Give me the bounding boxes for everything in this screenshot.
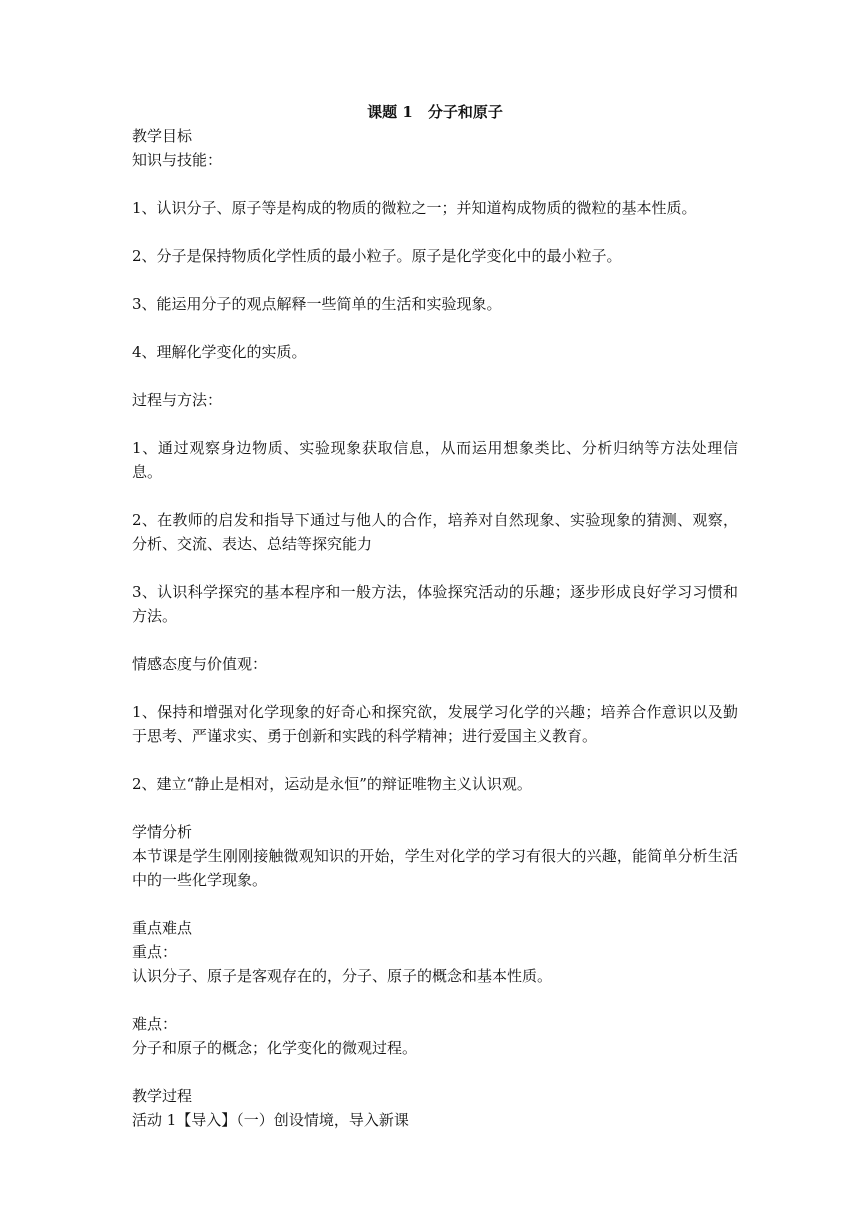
process-item-2: 2、在教师的启发和指导下通过与他人的合作，培养对自然现象、实验现象的猜测、观察，分析、交流、表达、总结等探究能力	[132, 511, 738, 553]
document-page	[132, 100, 738, 1132]
difficult-point-label: 难点：	[132, 1015, 178, 1033]
emotion-values-heading: 情感态度与价值观：	[132, 655, 268, 673]
knowledge-item-3: 3、能运用分子的观点解释一些简单的生活和实验现象。	[132, 295, 502, 313]
document-title: 课题 1 分子和原子	[367, 103, 503, 121]
teaching-goals-heading: 教学目标	[132, 127, 193, 145]
teaching-process-heading: 教学过程	[132, 1087, 193, 1105]
key-points-heading: 重点难点	[132, 919, 193, 937]
knowledge-skills-heading: 知识与技能：	[132, 151, 223, 169]
key-point-text: 认识分子、原子是客观存在的，分子、原子的概念和基本性质。	[132, 967, 553, 985]
process-item-3: 3、认识科学探究的基本程序和一般方法，体验探究活动的乐趣；逐步形成良好学习习惯和方法。	[132, 583, 738, 625]
difficult-point-text: 分子和原子的概念；化学变化的微观过程。	[132, 1039, 418, 1057]
process-item-1: 1、通过观察身边物质、实验现象获取信息，从而运用想象类比、分析归纳等方法处理信息。	[132, 439, 738, 481]
knowledge-item-2: 2、分子是保持物质化学性质的最小粒子。原子是化学变化中的最小粒子。	[132, 247, 622, 265]
emotion-item-1: 1、保持和增强对化学现象的好奇心和探究欲，发展学习化学的兴趣；培养合作意识以及勤于思考、严谨求实、勇于创新和实践的科学精神；进行爱国主义教育。	[132, 703, 738, 745]
emotion-item-2: 2、建立“静止是相对，运动是永恒”的辩证唯物主义认识观。	[132, 775, 532, 793]
activity-1-line: 活动 1【导入】（一）创设情境，导入新课	[132, 1111, 409, 1129]
student-analysis-heading: 学情分析	[132, 823, 193, 841]
student-analysis-text: 本节课是学生刚刚接触微观知识的开始，学生对化学的学习有很大的兴趣，能简单分析生活中的一些化学现象。	[132, 847, 738, 889]
key-point-label: 重点：	[132, 943, 178, 961]
process-methods-heading: 过程与方法：	[132, 391, 223, 409]
knowledge-item-1: 1、认识分子、原子等是构成的物质的微粒之一；并知道构成物质的微粒的基本性质。	[132, 199, 697, 217]
knowledge-item-4: 4、理解化学变化的实质。	[132, 343, 307, 361]
